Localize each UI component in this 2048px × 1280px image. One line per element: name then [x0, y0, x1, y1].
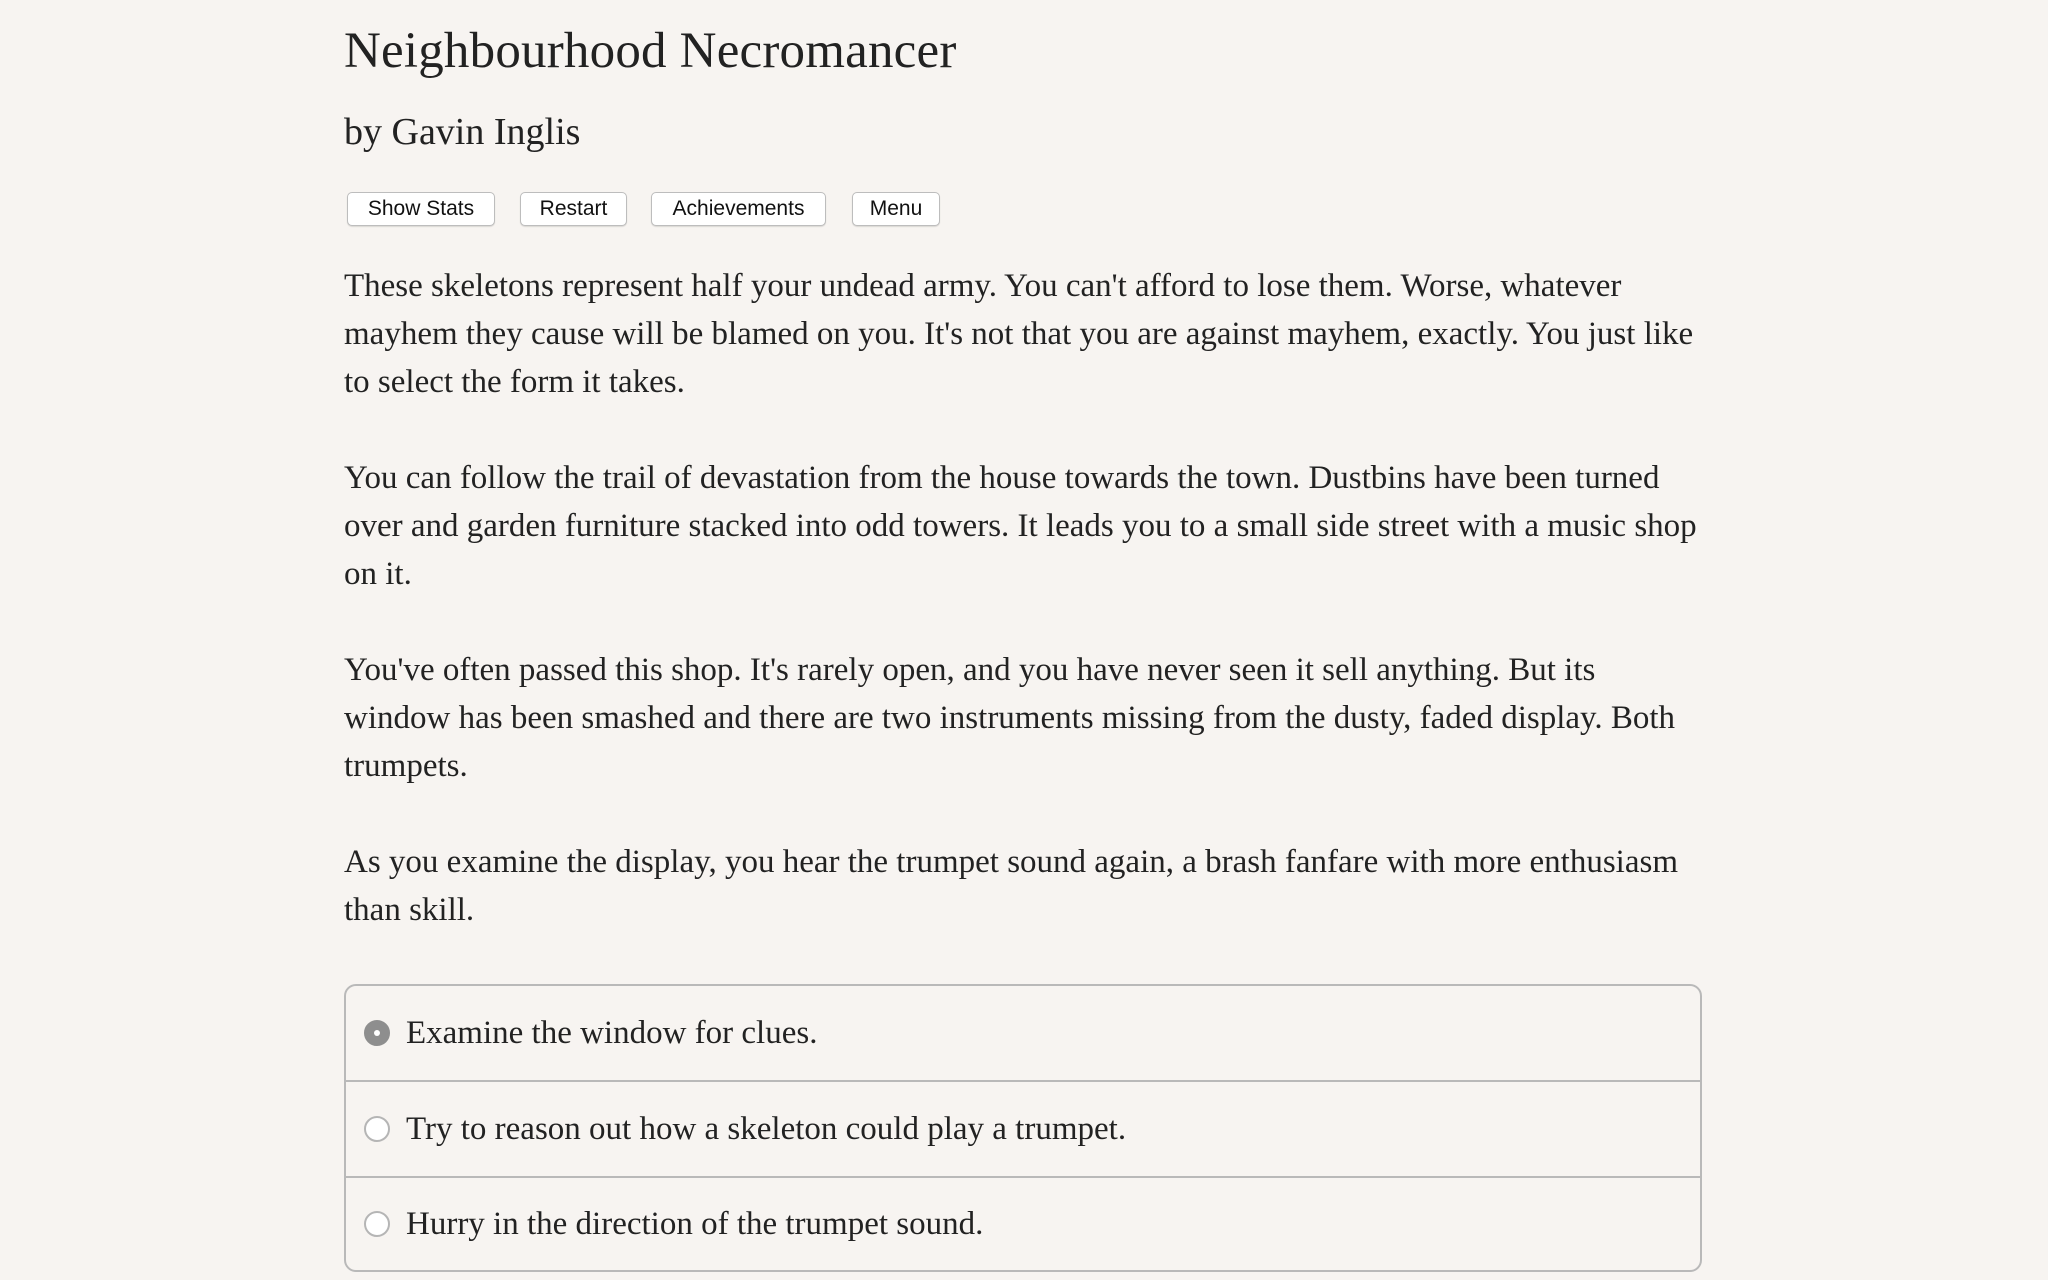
story-paragraph: You can follow the trail of devastation from the house towards the town. Dustbins have been turned over and garden furniture stacked into odd towers. It leads you to a small side street with a music shop on it. — [344, 460, 1697, 592]
show-stats-button[interactable]: Show Stats — [347, 192, 495, 226]
story-text — [344, 262, 1704, 982]
choice-option[interactable] — [346, 986, 1700, 1080]
story-paragraph: You've often passed this shop. It's rarely open, and you have never seen it sell anything. But its window has been smashed and there are two instruments missing from the dusty, faded display. Both trumpets. — [344, 652, 1676, 784]
choice-label: Hurry in the direction of the trumpet sound. — [406, 1205, 984, 1242]
story-paragraph: These skeletons represent half your undead army. You can't afford to lose them. Worse, whatever mayhem they cause will be blamed on you. It's not that you are against mayhem, exactly. You just like to select the form it takes. — [344, 268, 1694, 400]
radio-button[interactable] — [364, 1211, 390, 1237]
game-author: by Gavin Inglis — [344, 111, 581, 153]
achievements-button[interactable]: Achievements — [651, 192, 826, 226]
story-paragraph: As you examine the display, you hear the trumpet sound again, a brash fanfare with more enthusiasm than skill. — [344, 844, 1678, 928]
restart-button[interactable]: Restart — [520, 192, 627, 226]
radio-button[interactable] — [364, 1020, 390, 1046]
toolbar — [347, 192, 940, 226]
choice-list — [344, 984, 1702, 1272]
radio-button[interactable] — [364, 1116, 390, 1142]
game-title: Neighbourhood Necromancer — [344, 23, 957, 79]
choice-label: Try to reason out how a skeleton could play a trumpet. — [406, 1110, 1127, 1147]
menu-button[interactable]: Menu — [852, 192, 940, 226]
choice-label: Examine the window for clues. — [406, 1014, 818, 1051]
choice-option[interactable] — [346, 1176, 1700, 1270]
choice-option[interactable] — [346, 1080, 1700, 1176]
